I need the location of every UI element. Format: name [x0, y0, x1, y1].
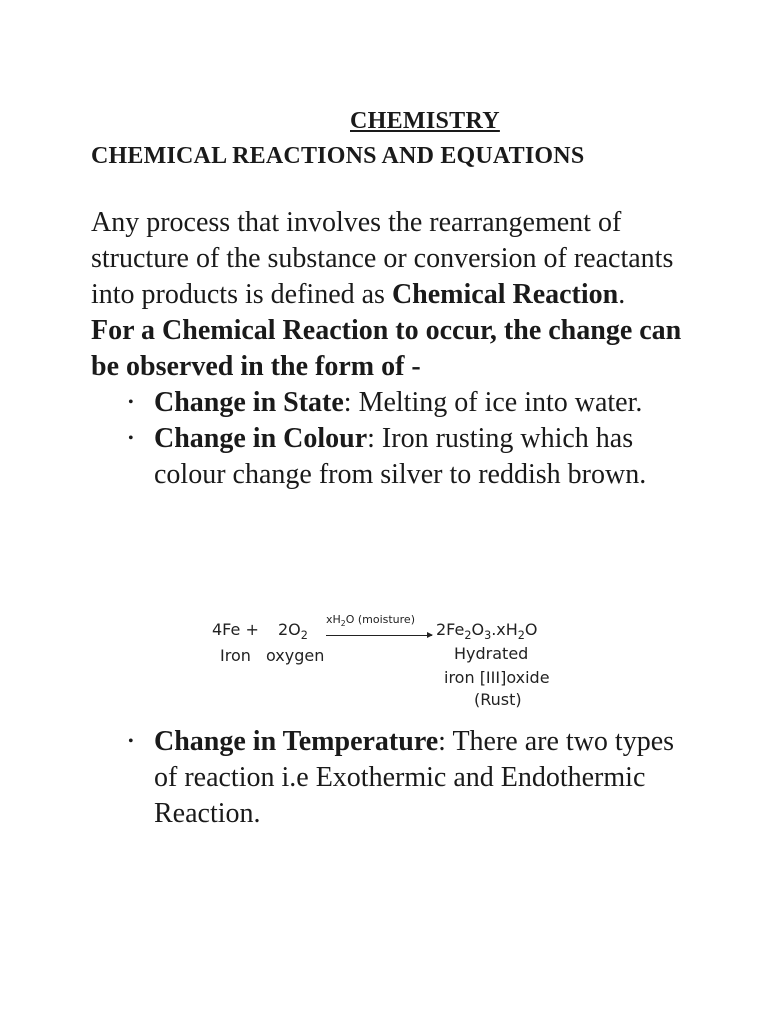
list-item: [91, 724, 691, 832]
label-product-line2: iron [III]oxide: [444, 668, 550, 687]
list-item: [91, 421, 691, 493]
bullet-term: Change in Colour: [154, 423, 368, 454]
label-product-line3: (Rust): [474, 690, 522, 709]
change-list: [91, 385, 691, 493]
equation-reactant-iron: 4Fe +: [212, 620, 259, 639]
bullet-icon: [128, 421, 134, 457]
bullet-icon: [128, 724, 134, 760]
chapter-heading: CHEMICAL REACTIONS AND EQUATIONS: [91, 143, 585, 169]
body-content: [91, 205, 691, 493]
reaction-arrow-icon: [326, 635, 432, 636]
label-product-line1: Hydrated: [454, 644, 529, 663]
lead-paragraph: For a Chemical Reaction to occur, the change can be observed in the form of -: [91, 315, 682, 382]
change-list-continued: [91, 724, 691, 832]
bullet-term: Change in Temperature: [154, 726, 439, 757]
bullet-term: Change in State: [154, 387, 344, 418]
equation-condition: $xH_2O$ (moisture): [326, 613, 415, 629]
definition-end: .: [618, 279, 626, 310]
bullet-text: : Melting of ice into water.: [343, 387, 643, 418]
bullet-icon: [128, 385, 134, 421]
definition-text: Any process that involves the rearrangement of structure of the substance or conversion of reactants into products is defined as: [91, 207, 674, 310]
rust-equation-figure: [200, 612, 580, 712]
bullet-text: : There are two types of reaction i.e Exothermic and Endothermic Reaction.: [154, 726, 675, 829]
label-oxygen: oxygen: [266, 646, 325, 665]
bullet-text: : Iron rusting which has colour change from silver to reddish brown.: [154, 423, 647, 490]
definition-paragraph: [91, 205, 691, 313]
label-iron: Iron: [220, 646, 251, 665]
temperature-block: [91, 724, 691, 832]
equation-product: $2Fe_2O_3.xH_2O$: [436, 620, 538, 643]
subject-heading: CHEMISTRY: [350, 108, 500, 134]
list-item: [91, 385, 691, 421]
equation-reactant-oxygen: $2O_2$: [278, 620, 308, 643]
definition-term: Chemical Reaction: [391, 279, 619, 310]
